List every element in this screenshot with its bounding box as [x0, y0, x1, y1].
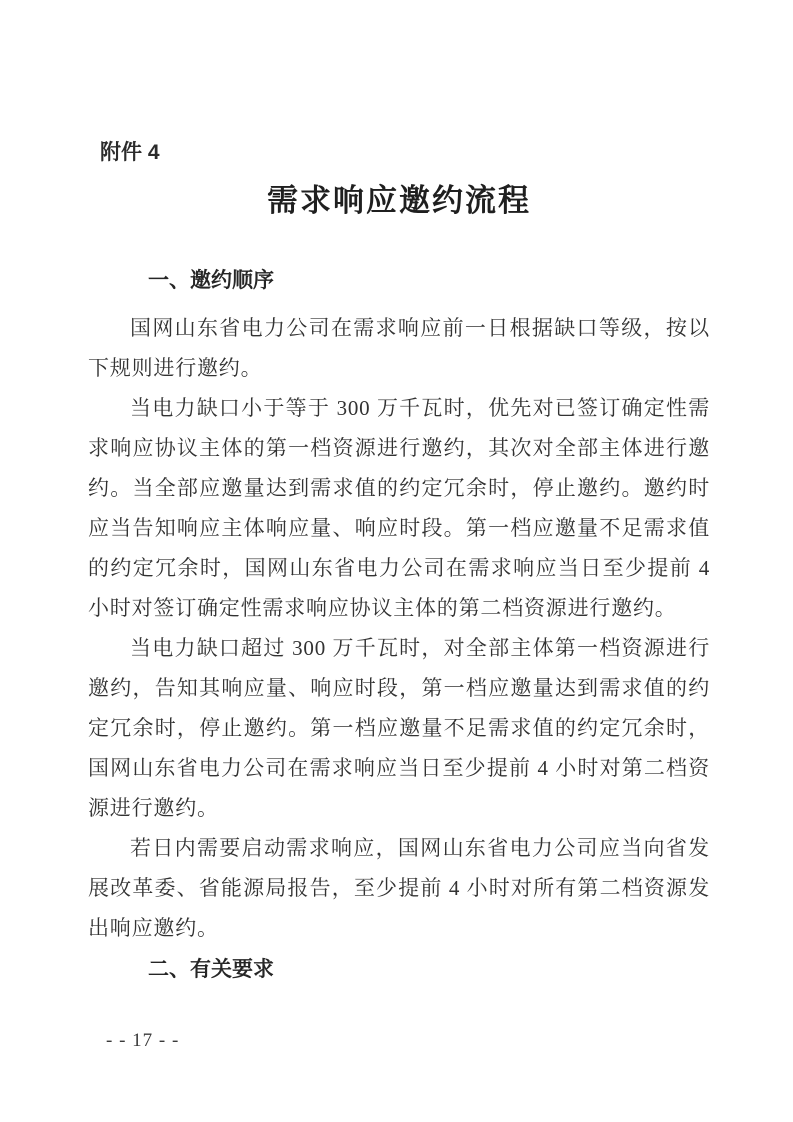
paragraph-intraday-response: 若日内需要启动需求响应，国网山东省电力公司应当向省发展改革委、省能源局报告，至少提前 4 小时对所有第二档资源发出响应邀约。	[88, 836, 710, 940]
section-heading-invitation-order: 一、邀约顺序	[148, 269, 274, 292]
document-title: 需求响应邀约流程	[267, 183, 531, 218]
page-number: - - 17 - -	[106, 1030, 180, 1051]
document-content	[88, 0, 710, 984]
paragraph-gap-over-300: 当电力缺口超过 300 万千瓦时，对全部主体第一档资源进行邀约，告知其响应量、响应时段，第一档应邀量达到需求值的约定冗余时，停止邀约。第一档应邀量不足需求值的约定冗余时，国网山东省电力公司在需求响应当日至少提前 4 小时对第二档资源进行邀约。	[88, 636, 710, 820]
paragraph-gap-under-300: 当电力缺口小于等于 300 万千瓦时，优先对已签订确定性需求响应协议主体的第一档资源进行邀约，其次对全部主体进行邀约。当全部应邀量达到需求值的约定冗余时，停止邀约。邀约时应当告知响应主体响应量、响应时段。第一档应邀量不足需求值的约定冗余时，国网山东省电力公司在需求响应当日至少提前 4 小时对签订确定性需求响应协议主体的第二档资源进行邀约。	[88, 396, 710, 620]
paragraph-invitation-rule-intro: 国网山东省电力公司在需求响应前一日根据缺口等级，按以下规则进行邀约。	[88, 316, 710, 380]
attachment-label: 附件 4	[100, 141, 160, 164]
section-heading-requirements: 二、有关要求	[148, 958, 274, 981]
